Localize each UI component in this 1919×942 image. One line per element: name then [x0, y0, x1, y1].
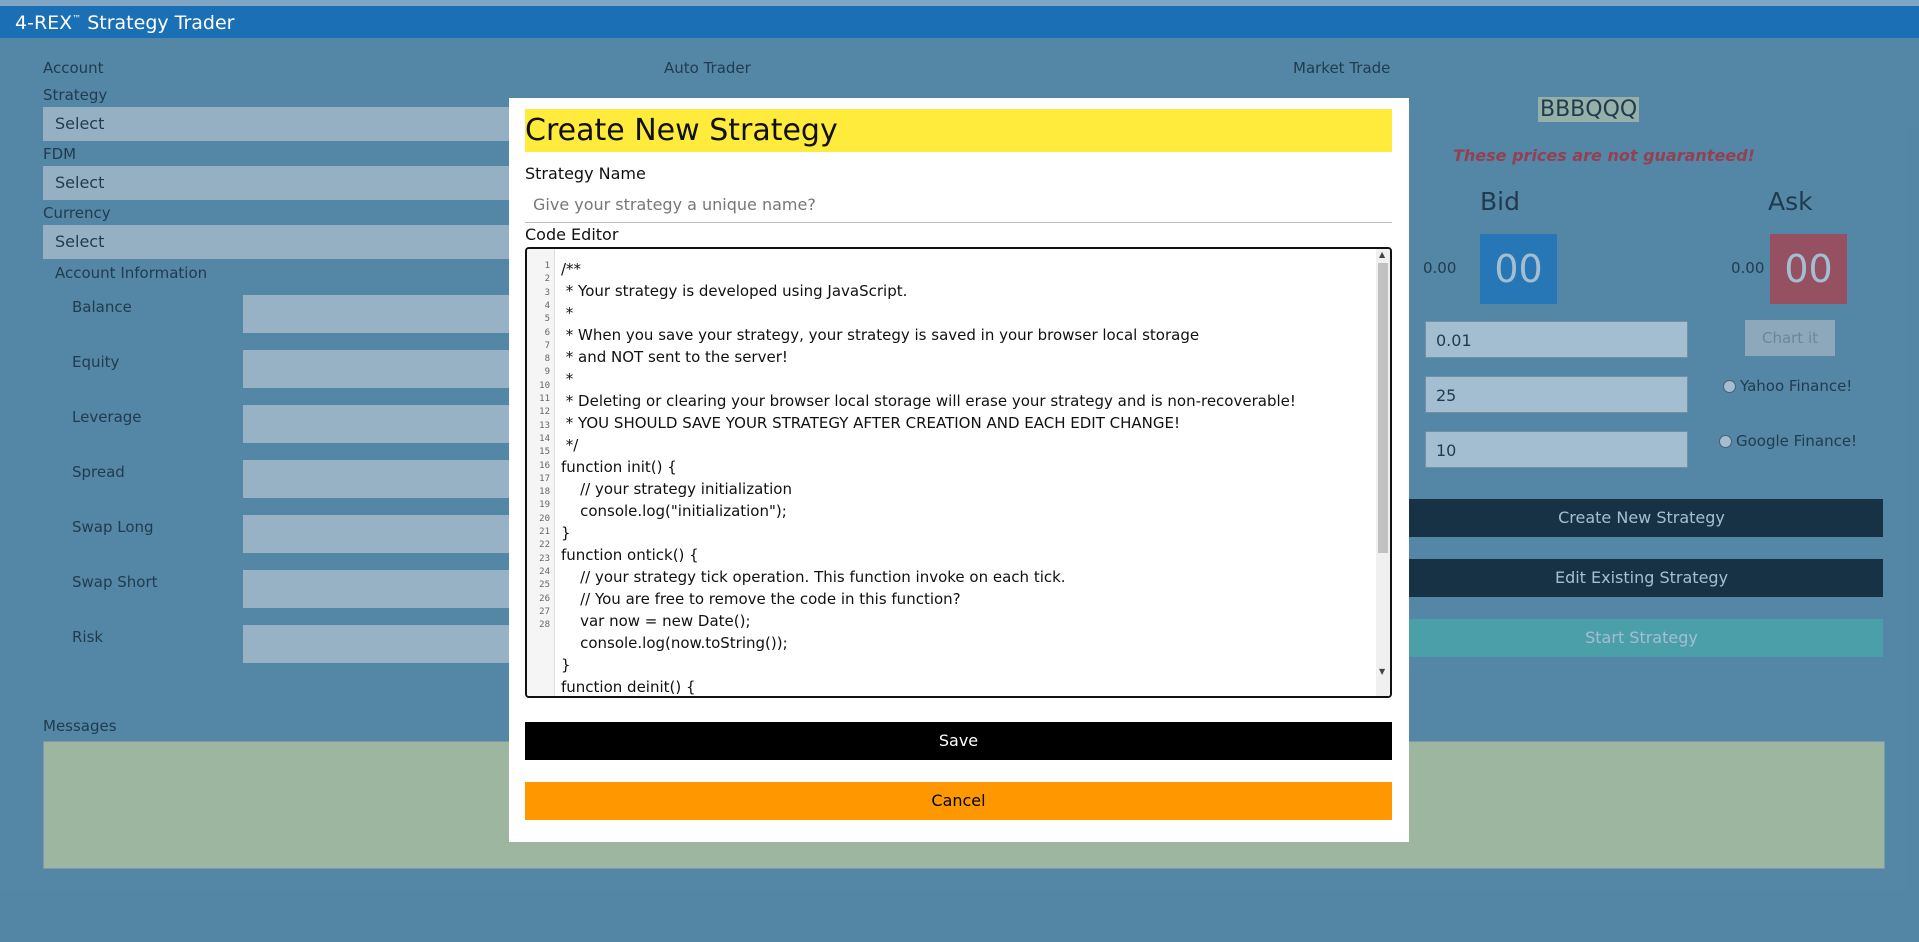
code-line[interactable]: // You are free to remove the code in this function?	[561, 590, 961, 608]
create-strategy-modal	[509, 98, 1409, 842]
line-number: 1	[544, 261, 550, 271]
edit-strategy-button[interactable]: Edit Existing Strategy	[1400, 559, 1883, 597]
google-radio[interactable]: Google Finance!	[1719, 432, 1857, 450]
strategy-name-label: Strategy Name	[525, 164, 646, 183]
take-profit-input[interactable]: 10	[1425, 431, 1688, 468]
code-line[interactable]: * Your strategy is developed using JavaScript.	[561, 282, 908, 300]
line-number: 4	[544, 300, 550, 311]
cancel-button[interactable]: Cancel	[525, 782, 1392, 820]
app-titlebar	[0, 0, 1919, 38]
line-number: 3	[544, 287, 550, 298]
line-number: 24	[539, 566, 550, 577]
line-number: 11	[539, 394, 550, 404]
symbol-display: BBBQQQ	[1540, 97, 1638, 122]
ask-price-box[interactable]: 00	[1770, 234, 1847, 304]
fdm-label: FDM	[43, 145, 77, 163]
create-strategy-button[interactable]: Create New Strategy	[1400, 499, 1883, 537]
currency-label: Currency	[43, 204, 111, 222]
code-line[interactable]: /**	[561, 260, 582, 278]
yahoo-radio[interactable]: Yahoo Finance!	[1723, 377, 1852, 395]
line-number: 27	[539, 606, 550, 617]
code-line[interactable]: console.log("initialization");	[561, 502, 787, 520]
line-number: 16	[539, 460, 550, 471]
line-number: 13	[539, 420, 550, 431]
messages-label: Messages	[43, 717, 117, 735]
bid-price-box[interactable]: 00	[1480, 234, 1557, 304]
code-line[interactable]: * YOU SHOULD SAVE YOUR STRATEGY AFTER CREATION AND EACH EDIT CHANGE!	[561, 414, 1180, 432]
price-warning: These prices are not guaranteed!	[1453, 146, 1755, 165]
scroll-up-icon[interactable]: ▲	[1379, 250, 1386, 259]
risk-label: Risk	[72, 628, 104, 646]
chart-it-button[interactable]: Chart it	[1745, 320, 1835, 356]
line-number: 14	[539, 433, 550, 444]
line-number-gutter	[527, 249, 555, 696]
ask-small-price: 0.00	[1731, 259, 1765, 277]
modal-title: Create New Strategy	[525, 109, 1392, 152]
line-number: 20	[539, 513, 550, 524]
code-area[interactable]	[561, 258, 1374, 698]
code-line[interactable]: console.log(now.toString());	[561, 634, 788, 652]
scroll-down-icon[interactable]: ▼	[1379, 667, 1386, 676]
line-number: 12	[539, 407, 550, 418]
code-line[interactable]: *	[561, 370, 574, 388]
code-line[interactable]: }	[561, 656, 571, 674]
line-number: 21	[539, 527, 550, 537]
code-line[interactable]: function ontick() {	[561, 546, 699, 564]
code-line[interactable]: function init() {	[561, 458, 677, 476]
code-line[interactable]: var now = new Date();	[561, 612, 751, 630]
code-line[interactable]: */	[561, 436, 579, 454]
line-number: 25	[539, 580, 550, 591]
code-editor-label: Code Editor	[525, 225, 619, 244]
scrollbar-thumb[interactable]	[1378, 263, 1388, 553]
code-line[interactable]: * When you save your strategy, your strategy is saved in your browser local storage	[561, 326, 1200, 344]
code-line[interactable]: // your strategy initialization	[561, 480, 792, 498]
line-number: 28	[539, 620, 550, 631]
code-line[interactable]: * Deleting or clearing your browser local storage will erase your strategy and is non-recoverable!	[561, 392, 1296, 410]
strategy-name-input[interactable]	[525, 187, 1392, 223]
start-strategy-button[interactable]: Start Strategy	[1400, 619, 1883, 657]
code-line[interactable]: *	[561, 304, 574, 322]
account-info-label: Account Information	[55, 264, 208, 282]
editor-scrollbar[interactable]	[1376, 249, 1390, 696]
line-number: 15	[539, 447, 550, 458]
line-number: 9	[544, 367, 550, 378]
code-line[interactable]: // your strategy tick operation. This function invoke on each tick.	[561, 568, 1066, 586]
save-button[interactable]: Save	[525, 722, 1392, 760]
market-trade-label: Market Trade	[1293, 59, 1391, 77]
currency-select[interactable]: Select	[43, 225, 523, 259]
line-number: 23	[539, 553, 550, 564]
lot-input[interactable]: 0.01	[1425, 321, 1688, 358]
fdm-select[interactable]: Select	[43, 166, 523, 200]
line-number: 2	[544, 274, 550, 285]
code-line[interactable]: * and NOT sent to the server!	[561, 348, 788, 366]
line-number: 26	[539, 593, 550, 604]
code-line[interactable]: function deinit() {	[561, 678, 696, 696]
line-number: 6	[544, 327, 550, 338]
swap-short-label: Swap Short	[72, 573, 158, 591]
strategy-select[interactable]: Select	[43, 107, 523, 141]
code-editor[interactable]	[525, 247, 1392, 698]
stop-loss-input[interactable]: 25	[1425, 376, 1688, 413]
app-title: 4-REX™ Strategy Trader	[15, 12, 235, 34]
strategy-label: Strategy	[43, 86, 108, 104]
line-number: 19	[539, 500, 550, 511]
leverage-label: Leverage	[72, 408, 142, 426]
line-number: 10	[539, 380, 550, 391]
auto-trader-label: Auto Trader	[664, 59, 751, 77]
bid-label: Bid	[1480, 187, 1520, 216]
swap-long-label: Swap Long	[72, 518, 154, 536]
line-number: 8	[544, 354, 550, 365]
balance-label: Balance	[72, 298, 132, 316]
line-number: 18	[539, 487, 550, 498]
bid-small-price: 0.00	[1423, 259, 1457, 277]
line-number: 5	[544, 314, 550, 325]
code-line[interactable]: }	[561, 524, 571, 542]
line-number: 22	[539, 540, 550, 551]
line-number: 7	[544, 340, 550, 351]
ask-label: Ask	[1768, 187, 1813, 216]
equity-label: Equity	[72, 353, 120, 371]
spread-label: Spread	[72, 463, 125, 481]
account-label: Account	[43, 59, 104, 77]
line-number: 17	[539, 473, 550, 484]
